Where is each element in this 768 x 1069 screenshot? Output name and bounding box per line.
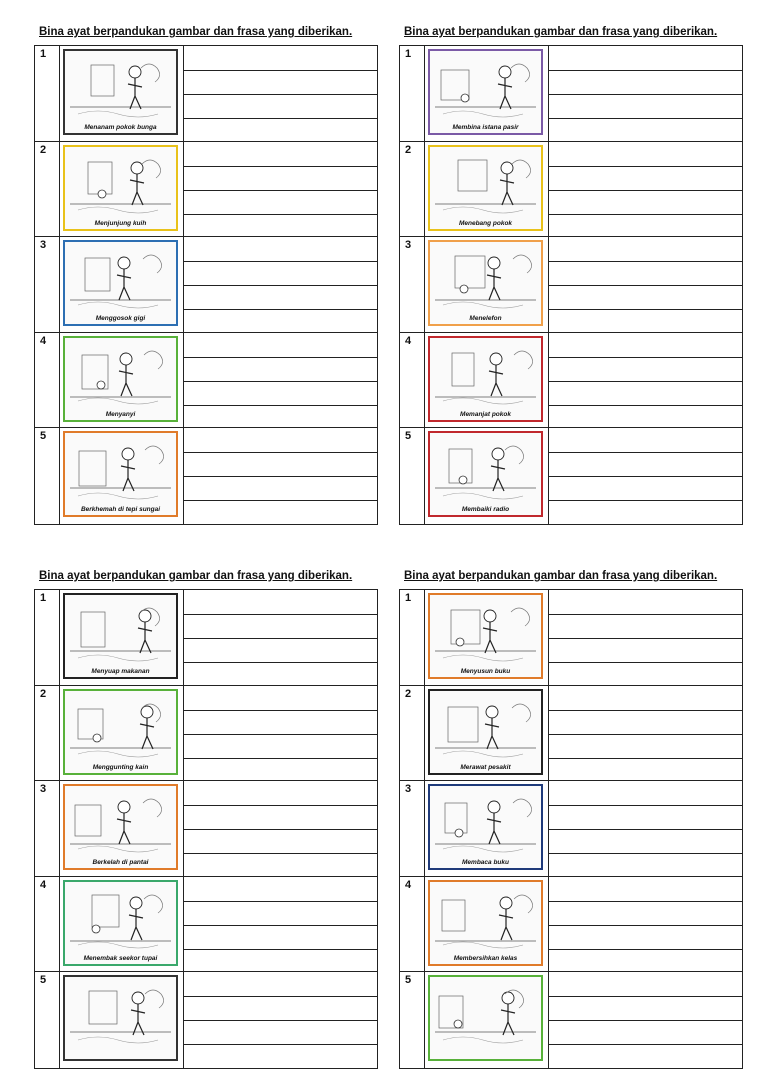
writing-line[interactable] [184, 309, 377, 310]
writing-line[interactable] [184, 805, 377, 806]
writing-line[interactable] [549, 614, 742, 615]
picture-caption: Menebang pokok [458, 219, 513, 227]
writing-line[interactable] [184, 452, 377, 453]
row-number: 2 [405, 143, 412, 156]
writing-line[interactable] [184, 853, 377, 854]
sandcastle-scene-icon [428, 49, 543, 135]
exercise-table [34, 45, 378, 525]
picture-caption: Menjunjung kuih [94, 219, 147, 227]
writing-line[interactable] [549, 94, 742, 95]
worksheet-title: Bina ayat berpandukan gambar dan frasa yang diberikan. [39, 26, 353, 38]
row-number: 1 [405, 48, 412, 60]
exercise-table [34, 589, 378, 1069]
column-divider [424, 877, 425, 972]
writing-line[interactable] [184, 94, 377, 95]
picture-caption: Membersihkan kelas [453, 954, 518, 962]
exercise-table [399, 589, 743, 1069]
cutting-cloth-scene-icon [63, 689, 178, 775]
writing-lines[interactable] [183, 237, 377, 332]
writing-lines[interactable] [548, 46, 742, 141]
column-divider [59, 877, 60, 972]
climbing-tree-scene-icon [428, 336, 543, 422]
row-number: 3 [405, 239, 412, 251]
picture-caption: Membina istana pasir [452, 124, 519, 131]
column-divider [424, 686, 425, 781]
writing-line[interactable] [549, 405, 742, 406]
worksheet-title: Bina ayat berpandukan gambar dan frasa yang diberikan. [404, 570, 718, 582]
column-divider [424, 972, 425, 1068]
writing-line[interactable] [549, 1044, 742, 1045]
exercise-row [400, 686, 742, 782]
writing-line[interactable] [184, 190, 377, 191]
writing-line[interactable] [549, 1020, 742, 1021]
column-divider [59, 590, 60, 685]
writing-lines[interactable] [183, 428, 377, 524]
writing-line[interactable] [184, 638, 377, 639]
writing-line[interactable] [184, 829, 377, 830]
writing-line[interactable] [549, 996, 742, 997]
row-number: 2 [40, 143, 47, 156]
exercise-row [35, 972, 377, 1068]
writing-line[interactable] [549, 925, 742, 926]
dentist-scene-icon [428, 689, 543, 775]
column-divider [424, 781, 425, 876]
column-divider [424, 142, 425, 237]
writing-lines[interactable] [548, 781, 742, 876]
writing-line[interactable] [184, 662, 377, 663]
hut-scene-icon [428, 975, 543, 1061]
row-number: 4 [405, 334, 412, 347]
column-divider [59, 46, 60, 141]
writing-lines[interactable] [183, 46, 377, 141]
column-divider [59, 428, 60, 524]
exercise-row [35, 877, 377, 973]
row-number: 2 [40, 687, 47, 700]
column-divider [59, 686, 60, 781]
column-divider [424, 237, 425, 332]
cutting-tree-scene-icon [428, 145, 543, 231]
row-number: 3 [40, 783, 47, 795]
row-number: 4 [40, 878, 47, 891]
writing-lines[interactable] [548, 428, 742, 524]
writing-line[interactable] [549, 710, 742, 711]
writing-line[interactable] [549, 734, 742, 735]
writing-lines[interactable] [548, 333, 742, 428]
writing-line[interactable] [549, 949, 742, 950]
writing-lines[interactable] [548, 590, 742, 685]
picture-caption: Menggosok gigi [95, 315, 146, 322]
writing-line[interactable] [549, 638, 742, 639]
writing-line[interactable] [549, 285, 742, 286]
exercise-row [35, 781, 377, 877]
exercise-row [35, 686, 377, 782]
picture-caption: Menyuap makanan [91, 668, 150, 675]
beach-picnic-scene-icon [63, 784, 178, 870]
writing-lines[interactable] [183, 972, 377, 1068]
row-number: 1 [40, 48, 47, 60]
column-divider [424, 590, 425, 685]
writing-line[interactable] [549, 261, 742, 262]
column-divider [424, 428, 425, 524]
column-divider [59, 333, 60, 428]
writing-line[interactable] [549, 452, 742, 453]
writing-line[interactable] [184, 214, 377, 215]
writing-lines[interactable] [183, 333, 377, 428]
row-number: 4 [405, 878, 412, 891]
writing-line[interactable] [184, 614, 377, 615]
picture-caption: Memanjat pokok [460, 410, 511, 418]
row-number: 1 [40, 592, 47, 604]
writing-lines[interactable] [548, 237, 742, 332]
column-divider [59, 142, 60, 237]
singing-scene-icon [63, 336, 178, 422]
writing-line[interactable] [549, 662, 742, 663]
row-number: 4 [40, 334, 47, 347]
picture-caption: Menggunting kain [92, 763, 149, 771]
writing-line[interactable] [549, 901, 742, 902]
exercise-row [400, 428, 742, 524]
exercise-row [35, 590, 377, 686]
writing-lines[interactable] [183, 877, 377, 972]
exercise-row [400, 237, 742, 333]
writing-line[interactable] [184, 949, 377, 950]
picture-caption: Membaiki radio [461, 506, 510, 513]
phone-call-scene-icon [428, 240, 543, 326]
writing-line[interactable] [184, 118, 377, 119]
picture-caption: Menembak seekor tupai [83, 954, 158, 962]
cleaning-class-scene-icon [428, 880, 543, 966]
writing-lines[interactable] [548, 972, 742, 1068]
writing-line[interactable] [549, 166, 742, 167]
exercise-row [35, 142, 377, 238]
exercise-row [35, 46, 377, 142]
writing-lines[interactable] [183, 142, 377, 237]
writing-lines[interactable] [548, 142, 742, 237]
brushing-teeth-scene-icon [63, 240, 178, 326]
arranging-books-scene-icon [428, 593, 543, 679]
exercise-table [399, 45, 743, 525]
writing-line[interactable] [184, 357, 377, 358]
writing-line[interactable] [184, 381, 377, 382]
writing-line[interactable] [184, 70, 377, 71]
writing-line[interactable] [549, 758, 742, 759]
exercise-row [35, 237, 377, 333]
writing-line[interactable] [549, 381, 742, 382]
writing-lines[interactable] [183, 590, 377, 685]
library-scene-icon [428, 784, 543, 870]
row-number: 3 [405, 783, 412, 795]
row-number: 3 [40, 239, 47, 251]
writing-line[interactable] [184, 500, 377, 501]
writing-lines[interactable] [183, 781, 377, 876]
repairing-radio-scene-icon [428, 431, 543, 517]
exercise-row [400, 781, 742, 877]
picture-caption: Berkelah di pantai [92, 859, 149, 866]
writing-line[interactable] [184, 925, 377, 926]
writing-line[interactable] [184, 996, 377, 997]
row-number: 5 [405, 974, 412, 986]
exercise-row [35, 333, 377, 429]
column-divider [59, 781, 60, 876]
worksheet-title: Bina ayat berpandukan gambar dan frasa yang diberikan. [404, 26, 718, 38]
writing-line[interactable] [184, 285, 377, 286]
column-divider [59, 237, 60, 332]
picture-caption: Menyusun buku [460, 668, 511, 675]
writing-line[interactable] [184, 901, 377, 902]
writing-line[interactable] [549, 805, 742, 806]
blowpipe-scene-icon [63, 880, 178, 966]
writing-line[interactable] [184, 166, 377, 167]
picture-caption: Menyanyi [105, 410, 136, 418]
camping-scene-icon [63, 431, 178, 517]
row-number: 5 [405, 430, 412, 442]
writing-line[interactable] [184, 261, 377, 262]
writing-line[interactable] [549, 118, 742, 119]
column-divider [424, 46, 425, 141]
exercise-row [400, 972, 742, 1068]
writing-line[interactable] [184, 710, 377, 711]
picture-caption: Berkhemah di tepi sungai [80, 506, 161, 513]
column-divider [59, 972, 60, 1068]
writing-line[interactable] [549, 309, 742, 310]
row-number: 2 [405, 687, 412, 700]
writing-line[interactable] [184, 1044, 377, 1045]
writing-line[interactable] [549, 357, 742, 358]
writing-line[interactable] [184, 734, 377, 735]
writing-line[interactable] [184, 758, 377, 759]
planting-scene-icon [63, 49, 178, 135]
writing-lines[interactable] [183, 686, 377, 781]
writing-line[interactable] [184, 476, 377, 477]
exercise-row [35, 428, 377, 524]
writing-lines[interactable] [548, 877, 742, 972]
writing-lines[interactable] [548, 686, 742, 781]
writing-line[interactable] [549, 476, 742, 477]
writing-line[interactable] [549, 70, 742, 71]
writing-line[interactable] [184, 405, 377, 406]
exercise-row [400, 142, 742, 238]
cycling-scene-icon [63, 975, 178, 1061]
worksheet-title: Bina ayat berpandukan gambar dan frasa yang diberikan. [39, 570, 353, 582]
writing-line[interactable] [184, 1020, 377, 1021]
picture-caption: Menanam pokok bunga [84, 124, 157, 131]
writing-line[interactable] [549, 829, 742, 830]
row-number: 5 [40, 974, 47, 986]
writing-line[interactable] [549, 190, 742, 191]
picture-caption: Menelefon [469, 315, 502, 322]
exercise-row [400, 333, 742, 429]
feeding-scene-icon [63, 593, 178, 679]
row-number: 1 [405, 592, 412, 604]
picture-caption: Membaca buku [462, 859, 509, 866]
column-divider [424, 333, 425, 428]
exercise-row [400, 46, 742, 142]
picture-caption: Merawat pesakit [460, 763, 511, 771]
carrying-tray-scene-icon [63, 145, 178, 231]
writing-line[interactable] [549, 500, 742, 501]
writing-line[interactable] [549, 853, 742, 854]
exercise-row [400, 590, 742, 686]
writing-line[interactable] [549, 214, 742, 215]
exercise-row [400, 877, 742, 973]
row-number: 5 [40, 430, 47, 442]
